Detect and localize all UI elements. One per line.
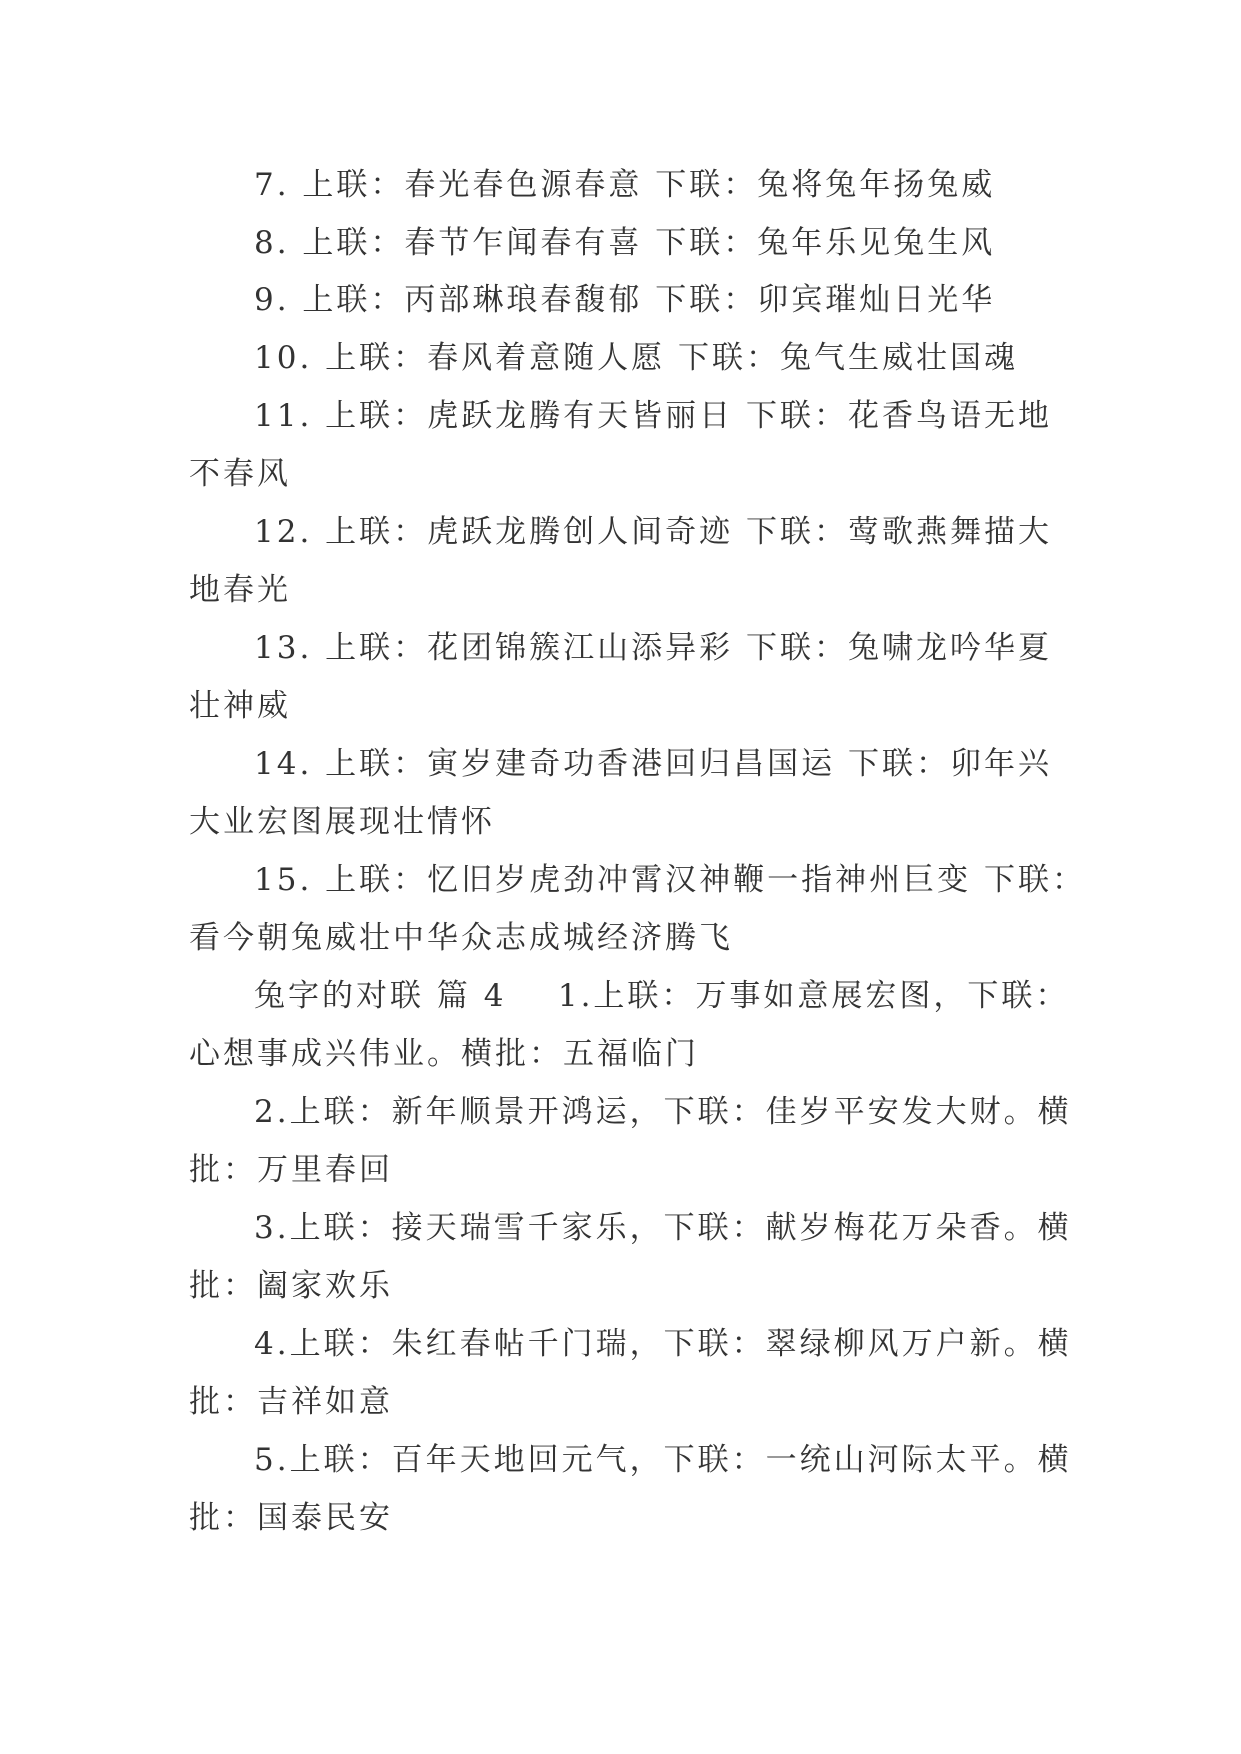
section-4-couplet-5: 5.上联：百年天地回元气，下联：一统山河际太平。横 <box>254 1442 1072 1478</box>
couplet-7: 7. 上联：春光春色源春意 下联：兔将兔年扬兔威 <box>254 167 996 203</box>
couplet-10: 10. 上联：春风着意随人愿 下联：兔气生威壮国魂 <box>254 340 1019 376</box>
couplet-9: 9. 上联：丙部琳琅春馥郁 下联：卯宾璀灿日光华 <box>254 282 996 318</box>
couplet-13-continued: 壮神威 <box>189 688 291 724</box>
section-4-heading-couplet-1: 兔字的对联 篇 4 1.上联：万事如意展宏图，下联： <box>254 978 1070 1014</box>
section-4-couplet-4-continued: 批：吉祥如意 <box>189 1384 393 1420</box>
couplet-15: 15. 上联：忆旧岁虎劲冲霄汉神鞭一指神州巨变 下联： <box>254 862 1087 898</box>
couplet-12: 12. 上联：虎跃龙腾创人间奇迹 下联：莺歌燕舞描大 <box>254 514 1053 550</box>
couplet-13: 13. 上联：花团锦簇江山添异彩 下联：兔啸龙吟华夏 <box>254 630 1053 666</box>
couplet-15-continued: 看今朝兔威壮中华众志成城经济腾飞 <box>189 920 733 956</box>
section-4-couplet-2-continued: 批：万里春回 <box>189 1152 393 1188</box>
section-4-couplet-5-continued: 批：国泰民安 <box>189 1500 393 1536</box>
couplet-12-continued: 地春光 <box>189 572 291 608</box>
section-4-couplet-3-continued: 批：阖家欢乐 <box>189 1268 393 1304</box>
couplet-11-continued: 不春风 <box>189 456 291 492</box>
section-4-couplet-3: 3.上联：接天瑞雪千家乐，下联：献岁梅花万朵香。横 <box>254 1210 1072 1246</box>
couplet-14-continued: 大业宏图展现壮情怀 <box>189 804 495 840</box>
section-4-couplet-1-continued: 心想事成兴伟业。横批：五福临门 <box>189 1036 699 1072</box>
section-4-couplet-2: 2.上联：新年顺景开鸿运，下联：佳岁平安发大财。横 <box>254 1094 1072 1130</box>
section-4-couplet-4: 4.上联：朱红春帖千门瑞，下联：翠绿柳风万户新。横 <box>254 1326 1072 1362</box>
couplet-8: 8. 上联：春节乍闻春有喜 下联：兔年乐见兔生风 <box>254 225 996 261</box>
couplet-11: 11. 上联：虎跃龙腾有天皆丽日 下联：花香鸟语无地 <box>254 398 1053 434</box>
couplet-14: 14. 上联：寅岁建奇功香港回归昌国运 下联：卯年兴 <box>254 746 1053 782</box>
